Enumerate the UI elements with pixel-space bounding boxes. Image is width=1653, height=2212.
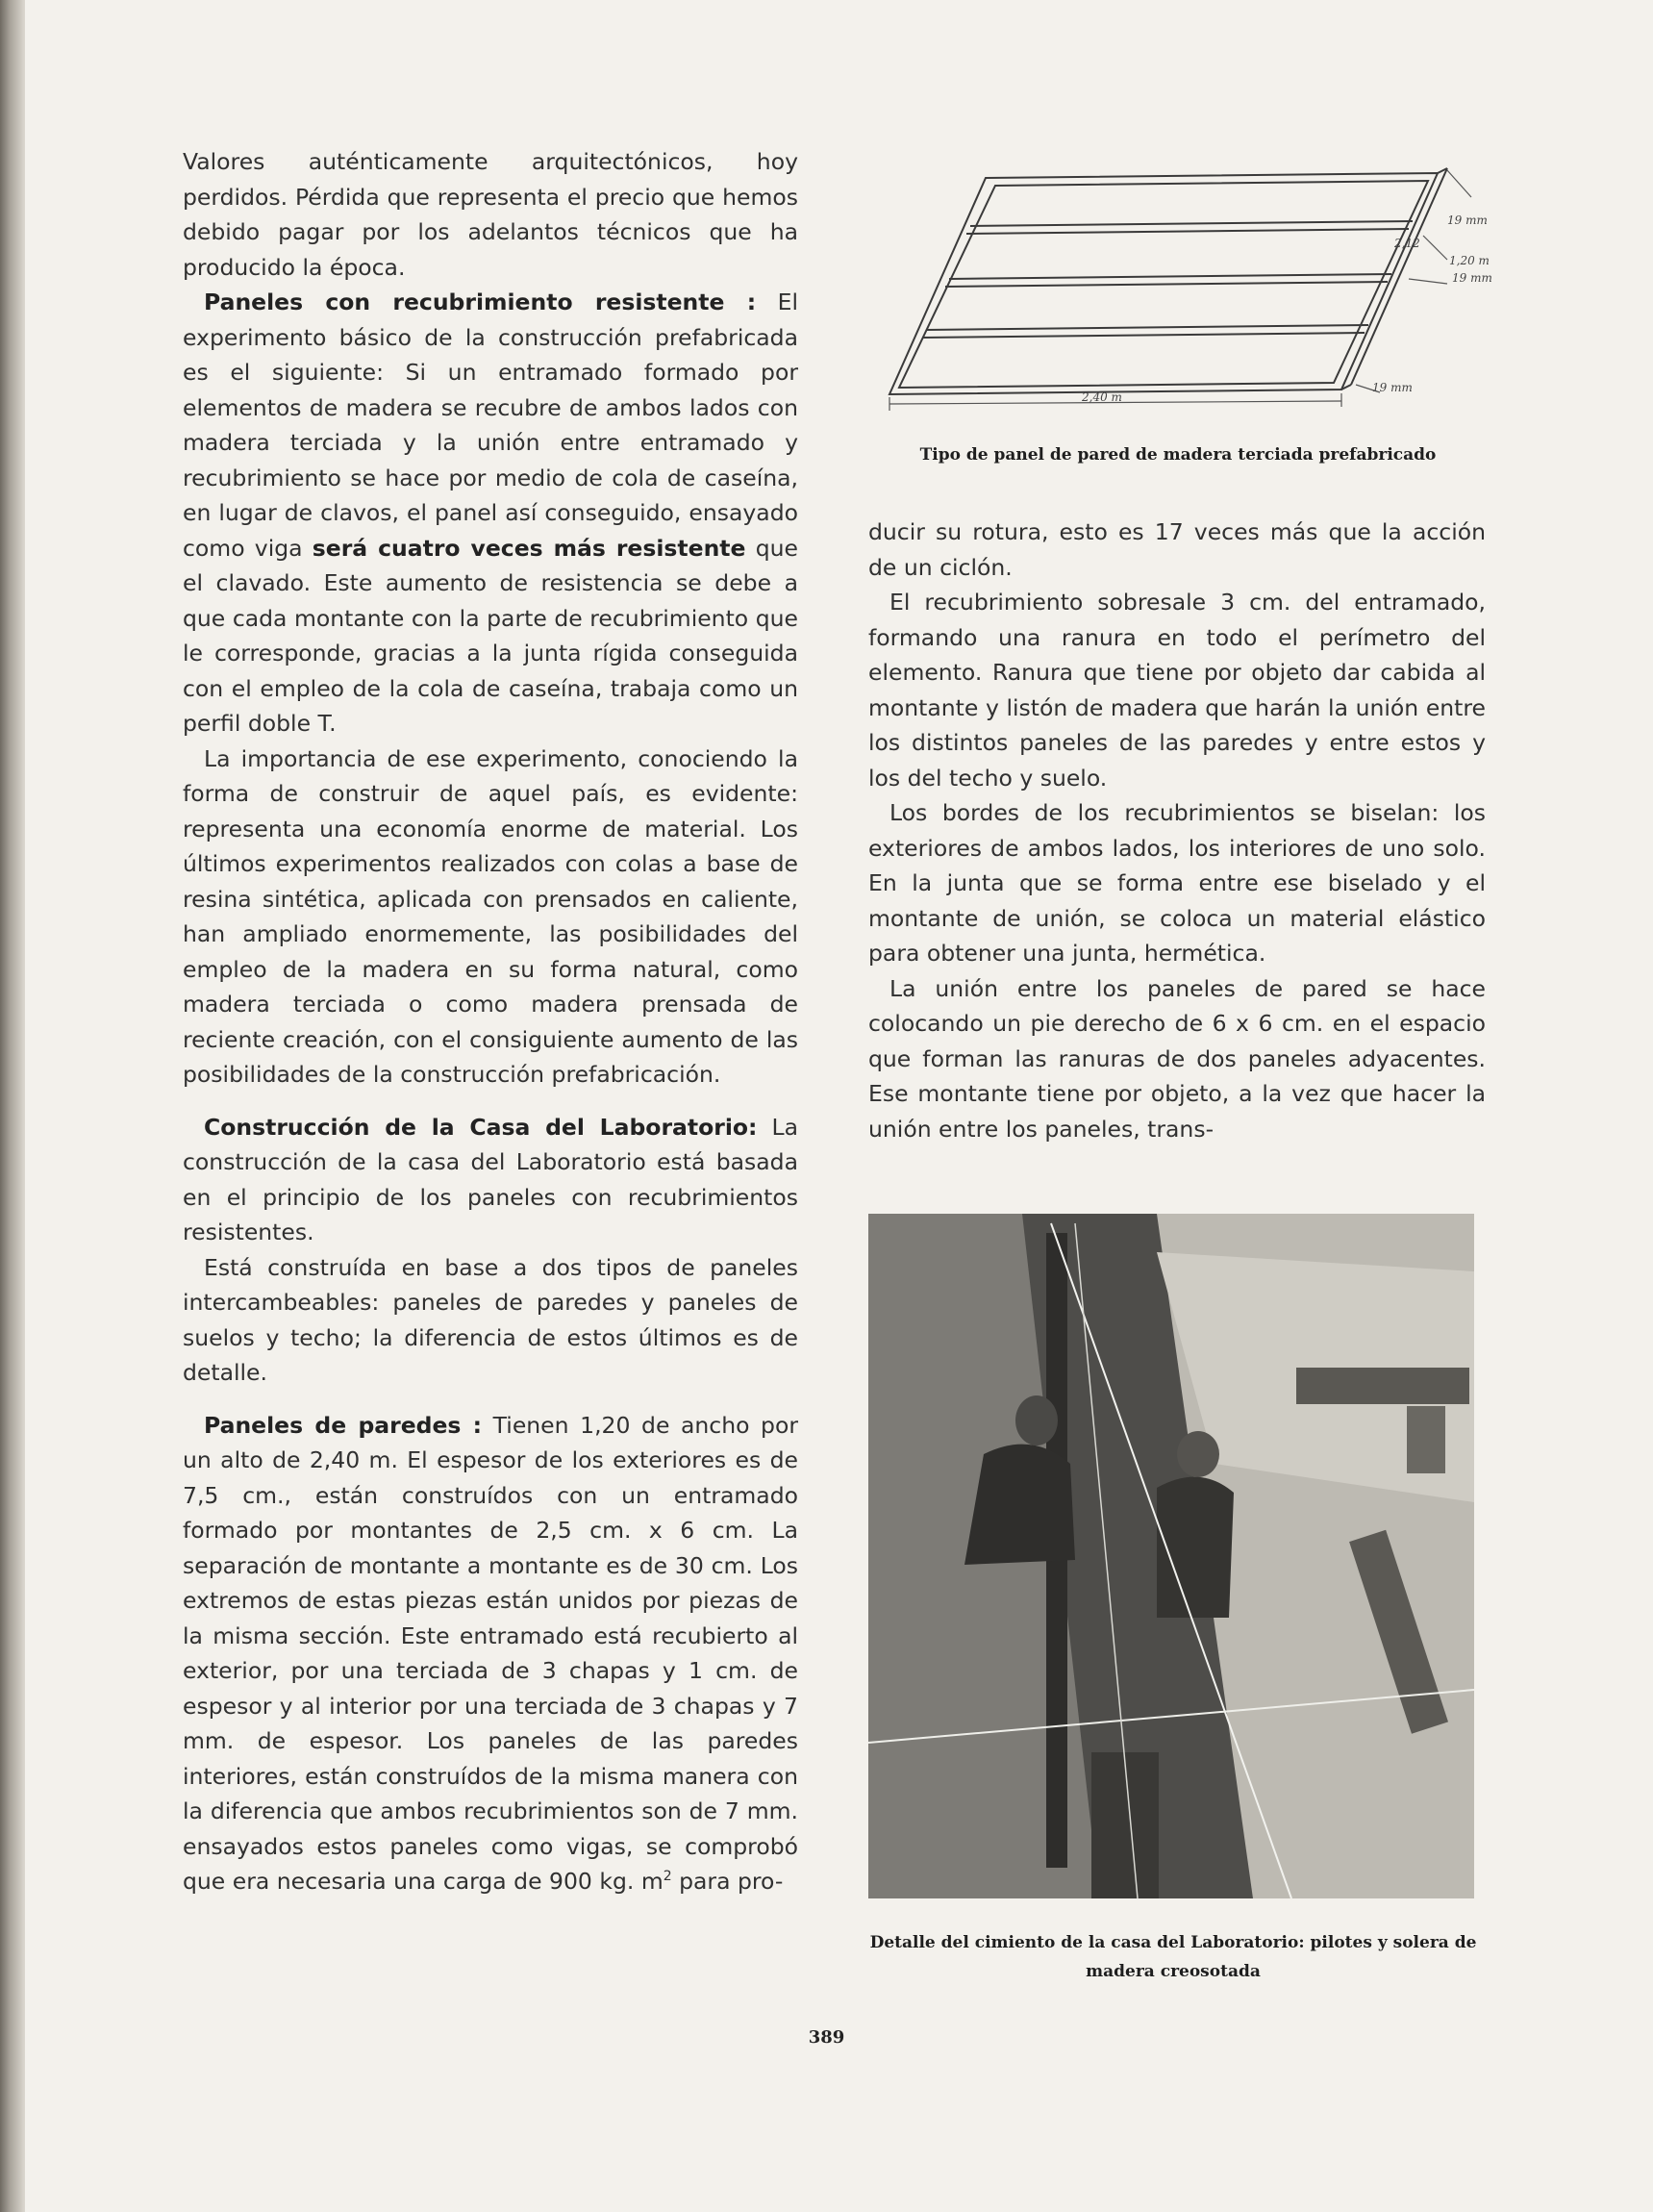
dimension-length: 2,40 m: [1082, 390, 1122, 404]
paragraph-text: para pro-: [671, 1868, 784, 1895]
heading-wall-panels: Paneles de paredes :: [204, 1411, 483, 1439]
paragraph-text: El experimento básico de la construcción prefabricada es el siguiente: Si un entramado formado por elementos de madera se recubre de ambos lados con madera terciada y la unión entre entramado y recubrimiento se hace por medio de cola de caseína, en lugar de clavos, el panel así conseguido, ensayado como viga: [183, 289, 798, 562]
paragraph-panel-types: Está construída en base a dos tipos de paneles intercambeables: paneles de paredes y paneles de suelos y techo; la diferencia de estos últimos es de detalle.: [183, 1253, 798, 1386]
dimension-19mm-mid: 19 mm: [1452, 271, 1492, 285]
paragraph-rupture: ducir su rotura, esto es 17 veces más que la acción de un ciclón.: [868, 518, 1486, 581]
paragraph-text: La construcción de la casa del Laboratorio está basada en el principio de los paneles con recubrimientos resistentes.: [183, 1113, 799, 1245]
heading-construction: Construcción de la Casa del Laboratorio:: [204, 1113, 758, 1141]
dimension-19mm-top: 19 mm: [1447, 214, 1488, 227]
heading-panels-resistant: Paneles con recubrimiento resistente :: [204, 289, 757, 315]
dimension-19mm-bottom: 19 mm: [1372, 381, 1413, 394]
dimension-width: 1,20 m: [1449, 254, 1490, 267]
paragraph-wall-panels: [183, 1408, 798, 1899]
paragraph-panels-resistant: [183, 285, 798, 742]
paragraph-union: La unión entre los paneles de pared se hace colocando un pie derecho de 6 x 6 cm. en el espacio que forman las ranuras de dos paneles adyacentes. Ese montante tiene por objeto, a la vez que hacer la unión entre los paneles, trans-: [868, 974, 1486, 1143]
paragraph-coating: El recubrimiento sobresale 3 cm. del entramado, formando una ranura en todo el perímetro del elemento. Ranura que tiene por objeto dar cabida al montante y listón de madera que harán la unión entre los distintos paneles de las paredes y entre estos y los del techo y suelo.: [868, 589, 1486, 792]
superscript: 2: [663, 1869, 672, 1885]
emphasis-four-times: será cuatro veces más resistente: [312, 534, 746, 562]
paragraph-text: Tienen 1,20 de ancho por un alto de 2,40 m. El espesor de los exteriores es de 7,5 cm., están construídos con un entramado formado por montantes de 2,5 cm. x 6 cm. La separación de montante a montante es de 30 cm. Los extremos de estas piezas están unidos por piezas de la misma sección. Este entramado está recubierto al exterior, por una terciada de 3 chapas y 1 cm. de espesor y al interior por una terciada de 3 chapas y 7 mm. de espesor. Los paneles de las paredes interiores, están construídos de la misma manera con la diferencia que ambos recubrimientos son de 7 mm. ensayados estos paneles como vigas, se comprobó que era necesaria una carga de 900 kg. m: [183, 1411, 798, 1895]
figure-caption-photo: Detalle del cimiento de la casa del Laboratorio: pilotes y solera de madera creosotada: [869, 1933, 1477, 1981]
paragraph-text: que el clavado. Este aumento de resistencia se debe a que cada montante con la parte de recubrimiento que le corresponde, gracias a la junta rígida conseguida con el empleo de la cola de caseína, trabaja como un perfil doble T.: [183, 534, 798, 737]
book-binding-shadow: [0, 0, 25, 2212]
paragraph-construction: [183, 1110, 798, 1250]
panel-diagram: [870, 159, 1492, 423]
right-column: [868, 515, 1486, 1146]
dimension-gap: 2,12: [1394, 237, 1420, 250]
left-column: [183, 144, 798, 1899]
page-number: 389: [808, 2027, 845, 2048]
foundation-photo: [868, 1214, 1474, 1898]
paragraph-intro: Valores auténticamente arquitectónicos, hoy perdidos. Pérdida que representa el precio que hemos debido pagar por los adelantos técnicos que ha producido la época.: [183, 148, 798, 281]
paragraph-edges: Los bordes de los recubrimientos se biselan: los exteriores de ambos lados, los interiores de uno solo. En la junta que se forma entre ese biselado y el montante de unión, se coloca un material elástico para obtener una junta, hermética.: [868, 799, 1486, 967]
figure-caption-panel: Tipo de panel de pared de madera terciada prefabricado: [919, 445, 1437, 465]
paragraph-importance: La importancia de ese experimento, conociendo la forma de construir de aquel país, es evidente: representa una economía enorme de material. Los últimos experimentos realizados con colas a base de resina sintética, aplicada con prensados en caliente, han ampliado enormemente, las posibilidades del empleo de la madera en su forma natural, como madera terciada o como madera prensada de reciente creación, con el consiguiente aumento de las posibilidades de la construcción prefabricación.: [183, 744, 798, 1088]
